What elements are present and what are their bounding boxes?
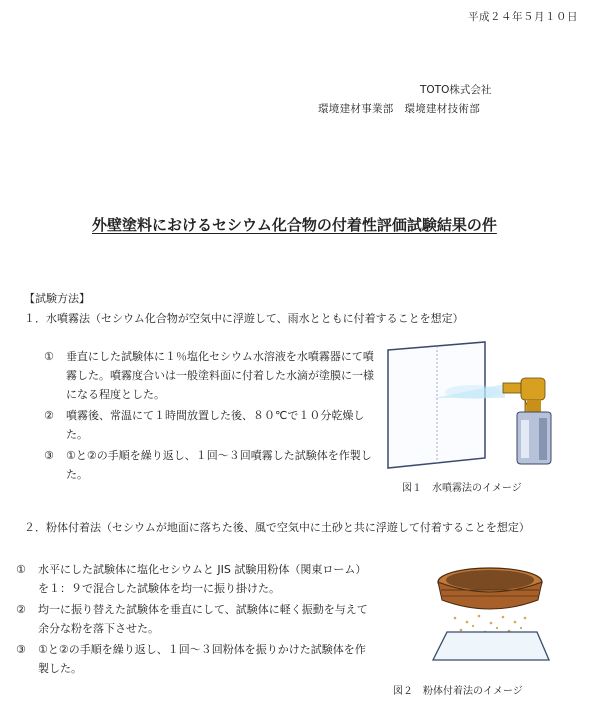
document-date: 平成２４年５月１０日 xyxy=(468,11,578,23)
spray-bottle-icon xyxy=(503,378,551,464)
step-text: 噴霧後、常温にて１時間放置した後、８０℃で１０分乾燥した。 xyxy=(66,409,365,441)
step-number: ① xyxy=(16,563,26,576)
step-text: ①と②の手順を繰り返し、１回～３回粉体を振りかけた試験体を作製した。 xyxy=(38,643,366,675)
section1-heading: １．水噴霧法（セシウム化合物が空気中に浮遊して、雨水とともに付着することを想定） xyxy=(24,312,464,325)
step-number: ② xyxy=(16,603,26,616)
step-text: ①と②の手順を繰り返し、１回～３回噴霧した試験体を作製した。 xyxy=(66,449,372,481)
step-item xyxy=(16,640,376,678)
section1-steps xyxy=(44,347,384,486)
horizontal-test-panel xyxy=(433,632,549,660)
step-number: ③ xyxy=(44,449,54,462)
section2-heading: ２．粉体付着法（セシウムが地面に落ちた後、風で空気中に土砂と共に浮遊して付着することを想定） xyxy=(24,521,530,534)
step-number: ③ xyxy=(16,643,26,656)
step-number: ② xyxy=(44,409,54,422)
department-name: 環境建材事業部 環境建材技術部 xyxy=(318,103,480,115)
figure1-caption: 図１ 水噴霧法のイメージ xyxy=(402,483,522,494)
spray-figure xyxy=(385,340,595,470)
method-heading: 【試験方法】 xyxy=(24,292,90,305)
step-text: 水平にした試験体に塩化セシウムと JIS 試験用粉体（関東ローム）を１：９で混合した試験体を均一に振り掛けた。 xyxy=(38,563,367,595)
sieve-icon xyxy=(438,568,542,609)
step-item xyxy=(44,347,384,404)
step-item xyxy=(16,600,376,638)
step-text: 垂直にした試験体に１％塩化セシウム水溶液を水噴霧器にて噴霧した。噴霧度合いは一般塗料面に付着した水滴が塗膜に一様になる程度とした。 xyxy=(66,350,374,401)
document-title: 外壁塗料におけるセシウム化合物の付着性評価試験結果の件 xyxy=(92,216,497,234)
test-panel xyxy=(388,342,485,468)
step-number: ① xyxy=(44,350,54,363)
figure2-caption: 図２ 粉体付着法のイメージ xyxy=(393,686,523,697)
step-text: 均一に振り替えた試験体を垂直にして、試験体に軽く振動を与えて余分な粉を落下させた。 xyxy=(38,603,368,635)
step-item xyxy=(44,406,384,444)
step-item xyxy=(16,560,376,598)
company-name: TOTO株式会社 xyxy=(420,84,492,96)
section2-steps xyxy=(16,560,376,680)
powder-figure xyxy=(425,560,555,670)
step-item xyxy=(44,446,384,484)
falling-powder xyxy=(454,615,527,634)
